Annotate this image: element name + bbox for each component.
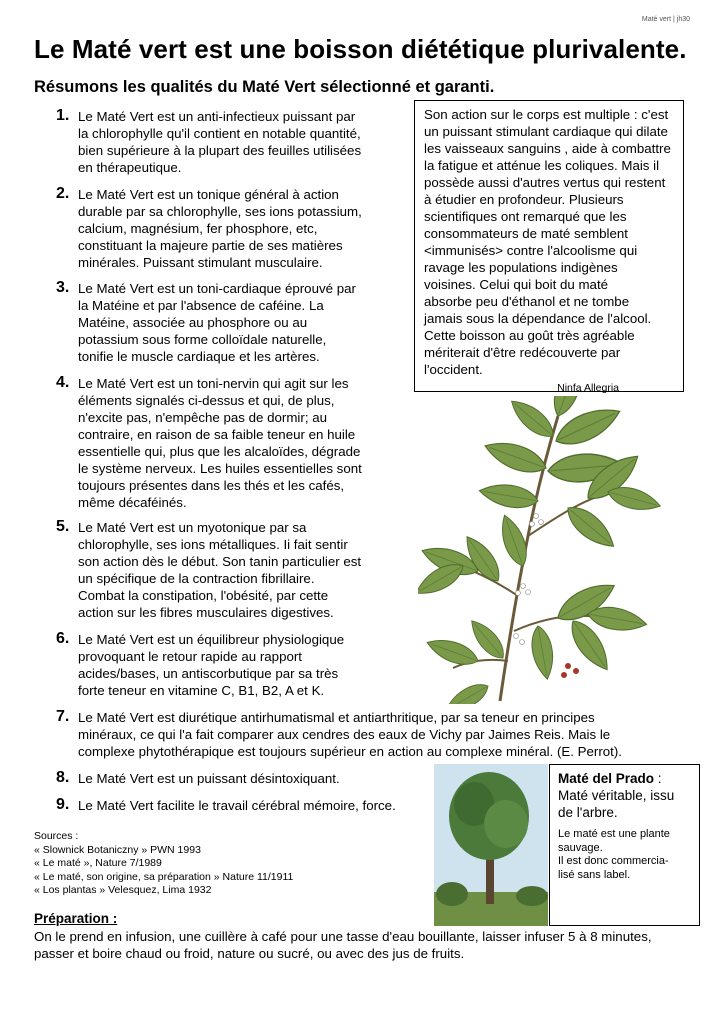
sources xyxy=(34,830,293,898)
quote-line: voisines. Celui qui boit du maté xyxy=(424,277,609,292)
quote-line: absorbe peu d'éthanol et ne tombe xyxy=(424,294,630,309)
item-number: 1. xyxy=(56,107,70,124)
quote-line: la fatigue et atténue les coliques. Mais il xyxy=(424,158,660,173)
page-title: Le Maté vert est une boisson diététique plurivalente. xyxy=(34,34,687,64)
item-line: bien supérieure à la plupart des feuilles utilisées xyxy=(78,143,362,158)
preparation-text xyxy=(34,928,684,962)
item-number: 7. xyxy=(56,708,70,725)
product-note-line: sauvage. xyxy=(558,841,603,854)
item-number: 9. xyxy=(56,796,70,813)
item-number: 4. xyxy=(56,374,70,391)
item-number: 6. xyxy=(56,630,70,647)
item-line: la Matéine et par l'absence de caféine. La xyxy=(78,298,324,313)
source-line: « Le maté, son origine, sa préparation » Nature 11/1911 xyxy=(34,870,294,883)
source-line: « Le maté », Nature 7/1989 xyxy=(34,857,162,869)
product-box xyxy=(549,764,700,926)
quote-line: les vaisseaux sanguins , aide à combattre xyxy=(424,141,671,156)
quote-line: à étudier en profondeur. Plusieurs xyxy=(424,192,624,207)
product-note-line: Le maté est une plante xyxy=(558,828,670,840)
item-number: 8. xyxy=(56,769,70,786)
sources-heading: Sources : xyxy=(34,830,79,842)
product-title: Maté del Prado : xyxy=(558,771,662,786)
quote-line: possède aussi d'autres vertus qui restent xyxy=(424,175,666,190)
source-line: « Los plantas » Velesquez, Lima 1932 xyxy=(34,884,212,896)
item-line: Le Maté Vert est un toni-nervin qui agit sur les xyxy=(78,376,349,391)
item-line: toujours présentes dans les thés et les cafés, xyxy=(78,478,345,493)
product-subtitle: de l'arbre. xyxy=(558,805,618,820)
item-line: Le Maté Vert est un puissant désintoxiquant. xyxy=(78,771,340,786)
item-line: calcium, magnésium, fer phosphore, etc, xyxy=(78,221,318,236)
quote-line: ravage les populations indigènes xyxy=(424,260,618,275)
item-line: acides/bases, un antiscorbutique par sa très xyxy=(78,666,339,681)
item-line: Le Maté Vert est un toni-cardiaque éprouvé par xyxy=(78,281,356,296)
item-line: essentielle qui, plus que les alcaloïdes, dégrade xyxy=(78,444,361,459)
item-line: contraire, en raison de sa faible teneur en huile xyxy=(78,427,356,442)
tree-photo xyxy=(434,764,548,926)
item-line: potassium sous forme colloïdale naturelle, xyxy=(78,332,327,347)
item-text xyxy=(78,186,418,271)
quote-line: consommateurs de maté semblent xyxy=(424,226,628,241)
preparation-line: passer et boire chaud ou froid, nature ou sucré, ou avec des jus de fruits. xyxy=(34,946,465,961)
quote-line: jamais sous la dépendance de l'alcool. xyxy=(424,311,652,326)
product-note-line: lisé sans label. xyxy=(558,868,631,881)
item-line: forte teneur en vitamine C, B1, B2, A et K. xyxy=(78,683,325,698)
item-line: éléments signalés ci-dessus et qui, de plus, xyxy=(78,393,335,408)
item-line: Le Maté Vert est un myotonique par sa xyxy=(78,520,307,535)
quote-line: Cette boisson au goût très agréable xyxy=(424,328,635,343)
quote-line: scientifiques ont remarqué que les xyxy=(424,209,627,224)
page-subtitle: Résumons les qualités du Maté Vert sélectionné et garanti. xyxy=(34,78,495,96)
item-text xyxy=(78,108,418,176)
item-line: la chlorophylle qu'il contient en notable quantité, xyxy=(78,126,361,141)
item-line: Le Maté Vert est un anti-infectieux puissant par xyxy=(78,109,356,124)
item-line: Le Maté Vert est diurétique antirhumatismal et antiarthritique, par sa teneur en principes xyxy=(78,710,595,725)
item-text xyxy=(78,770,438,787)
item-text xyxy=(78,375,418,511)
item-text xyxy=(78,519,418,621)
item-number: 2. xyxy=(56,185,70,202)
item-line: minéraux, ce qui l'a fait comparer aux cendres des eaux de Vichy par Jaimes Reis. Mais le xyxy=(78,727,611,742)
item-line: chlorophylle, ses ions métalliques. Ii fait sentir xyxy=(78,537,348,552)
item-line: un spécifique de la contraction fibrillaire. xyxy=(78,571,315,586)
item-number: 5. xyxy=(56,518,70,535)
item-line: durable par sa chlorophylle, ses ions potassium, xyxy=(78,204,362,219)
item-line: en thérapeutique. xyxy=(78,160,182,175)
item-text xyxy=(78,631,418,699)
item-line: n'excite pas, n'empêche pas de dormir; au xyxy=(78,410,327,425)
item-text xyxy=(78,797,448,814)
item-line: Le Maté Vert est un équilibreur physiologique xyxy=(78,632,345,647)
item-text xyxy=(78,280,418,365)
header-tag: Maté vert | jh30 xyxy=(641,16,690,23)
product-note xyxy=(558,828,693,882)
item-line: provoquant le retour rapide au rapport xyxy=(78,649,302,664)
item-line: tonifie le muscle cardiaque et les artères. xyxy=(78,349,320,364)
product-subtitle: Maté véritable, issu xyxy=(558,788,675,803)
quote-line: l'occident. xyxy=(424,362,483,377)
item-line: Matéine, associée au phosphore ou au xyxy=(78,315,308,330)
preparation-heading: Préparation : xyxy=(34,911,118,926)
item-line: action sur les fibres musculaires digestives. xyxy=(78,605,334,620)
item-line: Le Maté Vert facilite le travail cérébral mémoire, force. xyxy=(78,798,396,813)
item-line: le système nerveux. Les huiles essentielles sont xyxy=(78,461,362,476)
source-line: « Slownick Botaniczny » PWN 1993 xyxy=(34,843,201,856)
item-line: même décaféinés. xyxy=(78,495,187,510)
item-line: constituant la majeure partie de ses matières xyxy=(78,238,343,253)
quote-line: un puissant stimulant cardiaque qui dilate xyxy=(424,124,668,139)
preparation-line: On le prend en infusion, une cuillère à café pour une tasse d'eau bouillante, laisser infuser 5 à 8 minutes, xyxy=(34,929,652,944)
item-line: son action dès le début. Son tanin particulier est xyxy=(78,554,362,569)
item-text xyxy=(78,709,708,760)
item-line: minérales. Puissant stimulant musculaire. xyxy=(78,255,323,270)
item-line: Combat la constipation, l'obésité, par cette xyxy=(78,588,329,603)
quote-line: mériterait d'être redécouverte par xyxy=(424,345,621,360)
item-line: Le Maté Vert est un tonique général à action xyxy=(78,187,339,202)
quote-line: <immunisés> contre l'alcoolisme qui xyxy=(424,243,638,258)
product-note-line: Il est donc commercia- xyxy=(558,855,669,867)
plant-illustration xyxy=(418,396,668,704)
item-line: complexe phytothérapique est toujours supérieur en action au complexe minéral. (E. Perrot). xyxy=(78,744,622,759)
item-number: 3. xyxy=(56,279,70,296)
quote-box xyxy=(414,100,684,392)
quote-line: Son action sur le corps est multiple : c'est xyxy=(424,107,669,122)
quote-signature: Ninfa Allegria xyxy=(557,382,619,394)
